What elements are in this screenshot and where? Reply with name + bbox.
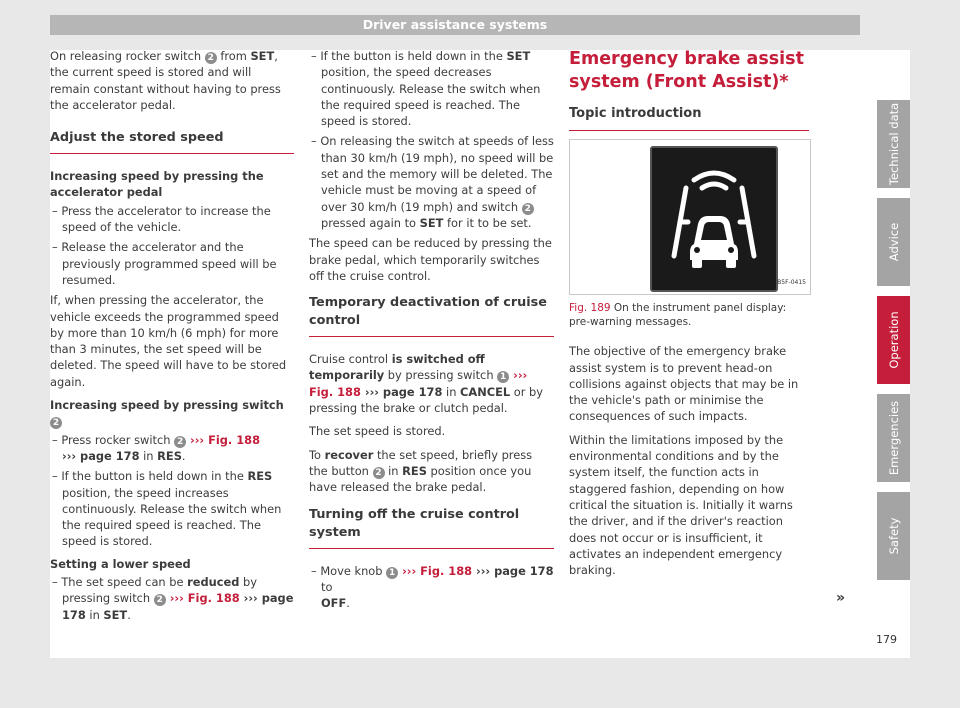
page-link[interactable]: ››› page 178 <box>62 591 294 622</box>
bullet-item: – Release the accelerator and the previously programmed speed will be resumed. <box>52 240 277 287</box>
bullet-item: – The set speed can be reduced by pressing switch 2 ››› Fig. 188 ››› page 178 in SET. <box>52 575 294 622</box>
callout-badge: 2 <box>522 203 534 215</box>
chapter-header: Driver assistance systems <box>50 15 860 35</box>
bullet-item: – If the button is held down in the SET position, the speed decreases continuously. Release the switch when the required speed is reached. The speed is stored. <box>311 49 541 129</box>
figure-189 <box>569 139 811 295</box>
figure-code: B5F-0415 <box>777 279 806 286</box>
callout-badge: 2 <box>154 594 166 606</box>
paragraph: If, when pressing the accelerator, the vehicle exceeds the programmed speed by more than 10 km/h (6 mph) for more than 3 minutes, the set speed will be deleted. The speed will have to be stored again. <box>50 293 287 389</box>
column-left <box>50 48 294 627</box>
tab-technical-data[interactable]: Technical data <box>877 100 910 188</box>
page-link[interactable]: ››› page 178 <box>62 448 140 463</box>
paragraph: The objective of the emergency brake assist system is to prevent head-on collisions against objects that may be in the vehicle's path or minimise the consequences of such impacts. <box>569 344 799 424</box>
figure-caption: Fig. 189 On the instrument panel display: pre-warning messages. <box>569 302 787 329</box>
section-heading: Turning off the cruise control system <box>309 506 554 549</box>
topic-heading: Topic introduction <box>569 106 809 131</box>
bullet-item: – On releasing the switch at speeds of less than 30 km/h (19 mph), no speed will be set and the memory will be deleted. The vehicle must be moving at a speed of over 30 km/h (19 mph) and switch 2 pressed again to SET for it to be set. <box>311 134 554 230</box>
section-title: Emergency brake assist system (Front Assist)* <box>569 49 804 92</box>
front-assist-warning-icon <box>652 148 776 290</box>
section-heading: Temporary deactivation of cruise control <box>309 294 554 337</box>
continue-mark: » <box>836 590 846 606</box>
callout-badge: 1 <box>386 567 398 579</box>
callout-badge: 2 <box>205 52 217 64</box>
bullet-item: – Move knob 1 ››› Fig. 188 ››› page 178 to OFF. <box>311 563 554 611</box>
instrument-display <box>650 146 778 292</box>
subheading: Increasing speed by pressing the accelerator pedal <box>50 169 264 200</box>
page-number: 179 <box>876 633 897 646</box>
section-heading: Adjust the stored speed <box>50 129 294 154</box>
figure-link[interactable]: ››› Fig. 188 <box>398 563 473 578</box>
figure-link[interactable]: ››› Fig. 188 <box>186 432 261 447</box>
page-link[interactable]: ››› page 178 <box>360 384 443 399</box>
bullet-item: – If the button is held down in the RES position, the speed increases continuously. Release the switch when the required speed is reached. The speed is stored. <box>52 469 282 549</box>
subheading: Increasing speed by pressing switch 2 <box>50 398 284 429</box>
callout-badge: 2 <box>174 436 186 448</box>
callout-badge: 2 <box>50 417 62 429</box>
paragraph: On releasing rocker switch 2 from SET, the current speed is stored and will remain constant without having to press the accelerator pedal. <box>50 49 281 112</box>
paragraph: Cruise control is switched off temporarily by pressing switch 1 ››› Fig. 188 ››› page 178 in CANCEL or by pressing the brake or clutch pedal. <box>309 352 544 416</box>
paragraph: Within the limitations imposed by the environmental conditions and by the system itself, the function acts in staggered fashion, depending on how critical the situation is. Initially it warns the driver, and if the driver's reaction does not occur or is insufficient, it activates an independent emergency braking. <box>569 432 793 578</box>
column-middle <box>309 48 554 615</box>
tab-operation[interactable]: Operation <box>877 296 910 384</box>
paragraph: To recover the set speed, briefly press the button 2 in RES position once you have released the brake pedal. <box>309 447 533 495</box>
callout-badge: 2 <box>373 467 385 479</box>
callout-badge: 1 <box>497 371 509 383</box>
tab-emergencies[interactable]: Emergencies <box>877 394 910 482</box>
tab-advice[interactable]: Advice <box>877 198 910 286</box>
bullet-item: – Press rocker switch 2 ››› Fig. 188 ››› page 178 in RES. <box>52 432 261 463</box>
tab-safety[interactable]: Safety <box>877 492 910 580</box>
figure-link[interactable]: ››› Fig. 188 <box>309 368 528 399</box>
page-link[interactable]: ››› page 178 <box>472 563 554 578</box>
column-right <box>569 48 809 585</box>
figure-link[interactable]: ››› Fig. 188 <box>165 591 240 606</box>
paragraph: The set speed is stored. <box>309 424 446 439</box>
subheading: Setting a lower speed <box>50 556 191 571</box>
paragraph: The speed can be reduced by pressing the brake pedal, which temporarily switches off the cruise control. <box>309 236 552 283</box>
bullet-item: – Press the accelerator to increase the speed of the vehicle. <box>52 203 271 235</box>
